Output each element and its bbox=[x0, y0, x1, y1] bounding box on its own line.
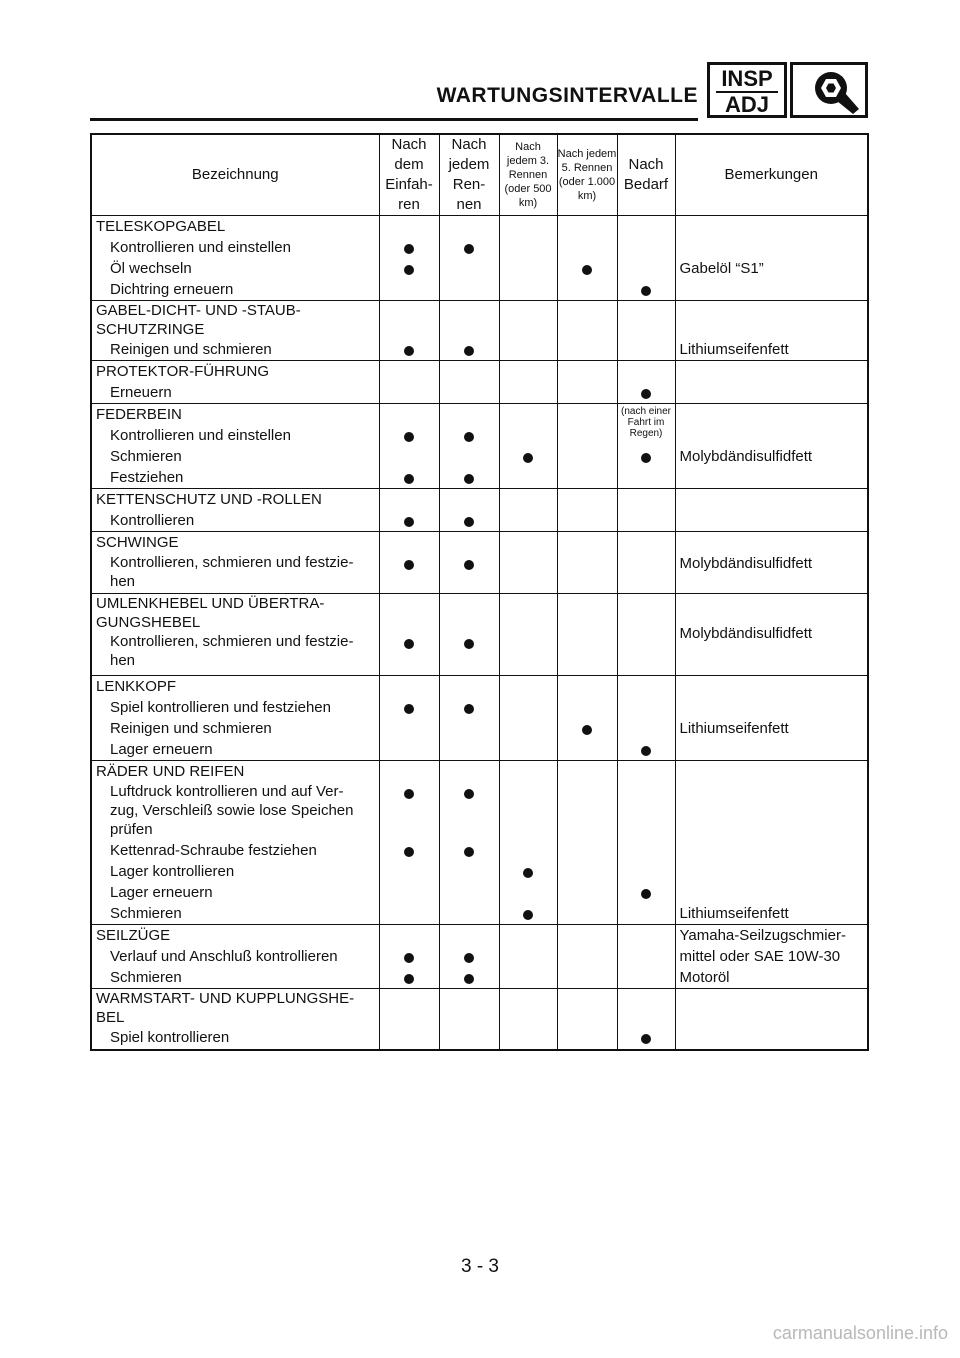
check-dot-icon bbox=[464, 346, 474, 356]
check-dot-icon bbox=[404, 244, 414, 254]
section-title: SCHUTZRINGE bbox=[96, 321, 205, 338]
rain-note: (nach einer Fahrt im Regen) bbox=[620, 406, 672, 439]
item-label: Kontrollieren und einstellen bbox=[110, 239, 291, 256]
item-label: Reinigen und schmieren bbox=[110, 720, 272, 737]
check-dot-icon bbox=[641, 453, 651, 463]
section-title: TELESKOPGABEL bbox=[96, 218, 226, 235]
check-dot-icon bbox=[404, 974, 414, 984]
item-label: Spiel kontrollieren bbox=[110, 1029, 230, 1046]
note-text: Yamaha-Seilzugschmier- bbox=[679, 927, 846, 944]
table-row bbox=[91, 989, 868, 1050]
col-header-name: Bezeichnung bbox=[91, 134, 379, 216]
check-dot-icon bbox=[464, 704, 474, 714]
table-row bbox=[91, 404, 868, 489]
check-dot-icon bbox=[464, 474, 474, 484]
page-title: WARTUNGSINTERVALLE bbox=[436, 84, 698, 107]
check-dot-icon bbox=[404, 517, 414, 527]
check-dot-icon bbox=[641, 889, 651, 899]
col-header-as-needed: Nach Bedarf bbox=[617, 134, 675, 216]
item-label: Schmieren bbox=[110, 448, 182, 465]
check-dot-icon bbox=[404, 847, 414, 857]
check-dot-icon bbox=[464, 432, 474, 442]
check-dot-icon bbox=[404, 953, 414, 963]
check-dot-icon bbox=[523, 453, 533, 463]
section-name bbox=[91, 216, 379, 301]
check-dot-icon bbox=[404, 704, 414, 714]
item-label: Erneuern bbox=[110, 384, 172, 401]
wrench-nut-icon bbox=[790, 62, 868, 118]
item-label: Schmieren bbox=[110, 905, 182, 922]
col-header-every-3rd-race: Nach jedem 3. Rennen (oder 500 km) bbox=[499, 134, 557, 216]
col-header-every-5th-race: Nach jedem 5. Rennen (oder 1.000 km) bbox=[557, 134, 617, 216]
section-title: KETTENSCHUTZ UND -ROLLEN bbox=[96, 491, 322, 508]
item-label: Verlauf und Anschluß kontrollieren bbox=[110, 948, 338, 965]
check-dot-icon bbox=[404, 560, 414, 570]
check-dot-icon bbox=[641, 1034, 651, 1044]
check-dot-icon bbox=[641, 389, 651, 399]
item-label: Dichtring erneuern bbox=[110, 281, 234, 298]
section-title: LENKKOPF bbox=[96, 678, 177, 695]
check-dot-icon bbox=[404, 789, 414, 799]
col-header-notes: Bemerkungen bbox=[675, 134, 868, 216]
check-dot-icon bbox=[464, 789, 474, 799]
watermark: carmanualsonline.info bbox=[772, 1323, 948, 1343]
item-label: prüfen bbox=[110, 821, 153, 838]
table-row bbox=[91, 216, 868, 301]
check-dot-icon bbox=[404, 265, 414, 275]
section-title: FEDERBEIN bbox=[96, 406, 182, 423]
table-row bbox=[91, 489, 868, 532]
check-dot-icon bbox=[464, 244, 474, 254]
section-title: SEILZÜGE bbox=[96, 927, 171, 944]
table-row bbox=[91, 761, 868, 925]
item-label: Spiel kontrollieren und festziehen bbox=[110, 699, 331, 716]
header-row bbox=[91, 134, 868, 216]
item-label: zug, Verschleiß sowie lose Speichen bbox=[110, 802, 354, 819]
check-dot-icon bbox=[464, 560, 474, 570]
check-dot-icon bbox=[404, 346, 414, 356]
table-row bbox=[91, 925, 868, 989]
table-row bbox=[91, 361, 868, 404]
item-label: Kontrollieren und einstellen bbox=[110, 427, 291, 444]
check-dot-icon bbox=[523, 868, 533, 878]
title-rule bbox=[90, 118, 698, 121]
note-text: Gabelöl “S1” bbox=[679, 260, 764, 277]
note-text: Motoröl bbox=[679, 969, 730, 986]
col-header-after-break-in: Nach dem Einfah- ren bbox=[379, 134, 439, 216]
check-dot-icon bbox=[464, 847, 474, 857]
section-title: PROTEKTOR-FÜHRUNG bbox=[96, 363, 270, 380]
note-text: Lithiumseifenfett bbox=[679, 341, 789, 358]
item-label: hen bbox=[110, 573, 136, 590]
insp-adj-badge bbox=[707, 62, 787, 118]
col-header-every-race: Nach jedem Ren- nen bbox=[439, 134, 499, 216]
section-title: SCHWINGE bbox=[96, 534, 179, 551]
item-label: Schmieren bbox=[110, 969, 182, 986]
check-dot-icon bbox=[404, 432, 414, 442]
note-text: mittel oder SAE 10W-30 bbox=[679, 948, 841, 965]
table-row bbox=[91, 532, 868, 594]
maintenance-table bbox=[90, 133, 869, 1051]
item-label: Lager erneuern bbox=[110, 741, 213, 758]
check-dot-icon bbox=[404, 639, 414, 649]
check-dot-icon bbox=[464, 517, 474, 527]
check-dot-icon bbox=[641, 746, 651, 756]
item-label: Öl wechseln bbox=[110, 260, 192, 277]
item-label: Lager erneuern bbox=[110, 884, 213, 901]
check-dot-icon bbox=[404, 474, 414, 484]
check-dot-icon bbox=[582, 265, 592, 275]
page-number: 3 - 3 bbox=[460, 1256, 500, 1277]
section-title: UMLENKHEBEL UND ÜBERTRA- bbox=[96, 595, 325, 612]
section-title: BEL bbox=[96, 1009, 125, 1026]
note-text: Molybdändisulfidfett bbox=[679, 448, 813, 465]
badge-bottom: ADJ bbox=[724, 92, 769, 117]
item-label: Reinigen und schmieren bbox=[110, 341, 272, 358]
item-label: Festziehen bbox=[110, 469, 184, 486]
table-row bbox=[91, 594, 868, 676]
table-row bbox=[91, 676, 868, 761]
section-title: WARMSTART- UND KUPPLUNGSHE- bbox=[96, 990, 355, 1007]
check-dot-icon bbox=[582, 725, 592, 735]
item-label: Lager kontrollieren bbox=[110, 863, 235, 880]
check-dot-icon bbox=[464, 974, 474, 984]
check-dot-icon bbox=[523, 910, 533, 920]
note-text: Molybdändisulfidfett bbox=[679, 555, 813, 572]
section-title: GUNGSHEBEL bbox=[96, 614, 201, 631]
item-label: Luftdruck kontrollieren und auf Ver- bbox=[110, 783, 344, 800]
check-dot-icon bbox=[641, 286, 651, 296]
note-text: Lithiumseifenfett bbox=[679, 905, 789, 922]
section-title: GABEL-DICHT- UND -STAUB- bbox=[96, 302, 301, 319]
item-label: Kettenrad-Schraube festziehen bbox=[110, 842, 317, 859]
badge-top: INSP bbox=[721, 66, 773, 91]
item-label: Kontrollieren, schmieren und festzie- bbox=[110, 633, 354, 650]
section-title: RÄDER UND REIFEN bbox=[96, 763, 245, 780]
note-text: Lithiumseifenfett bbox=[679, 720, 789, 737]
note-text: Molybdändisulfidfett bbox=[679, 625, 813, 642]
item-label: Kontrollieren bbox=[110, 512, 195, 529]
check-dot-icon bbox=[464, 953, 474, 963]
check-dot-icon bbox=[464, 639, 474, 649]
item-label: hen bbox=[110, 652, 136, 669]
item-label: Kontrollieren, schmieren und festzie- bbox=[110, 554, 354, 571]
table-row bbox=[91, 301, 868, 361]
